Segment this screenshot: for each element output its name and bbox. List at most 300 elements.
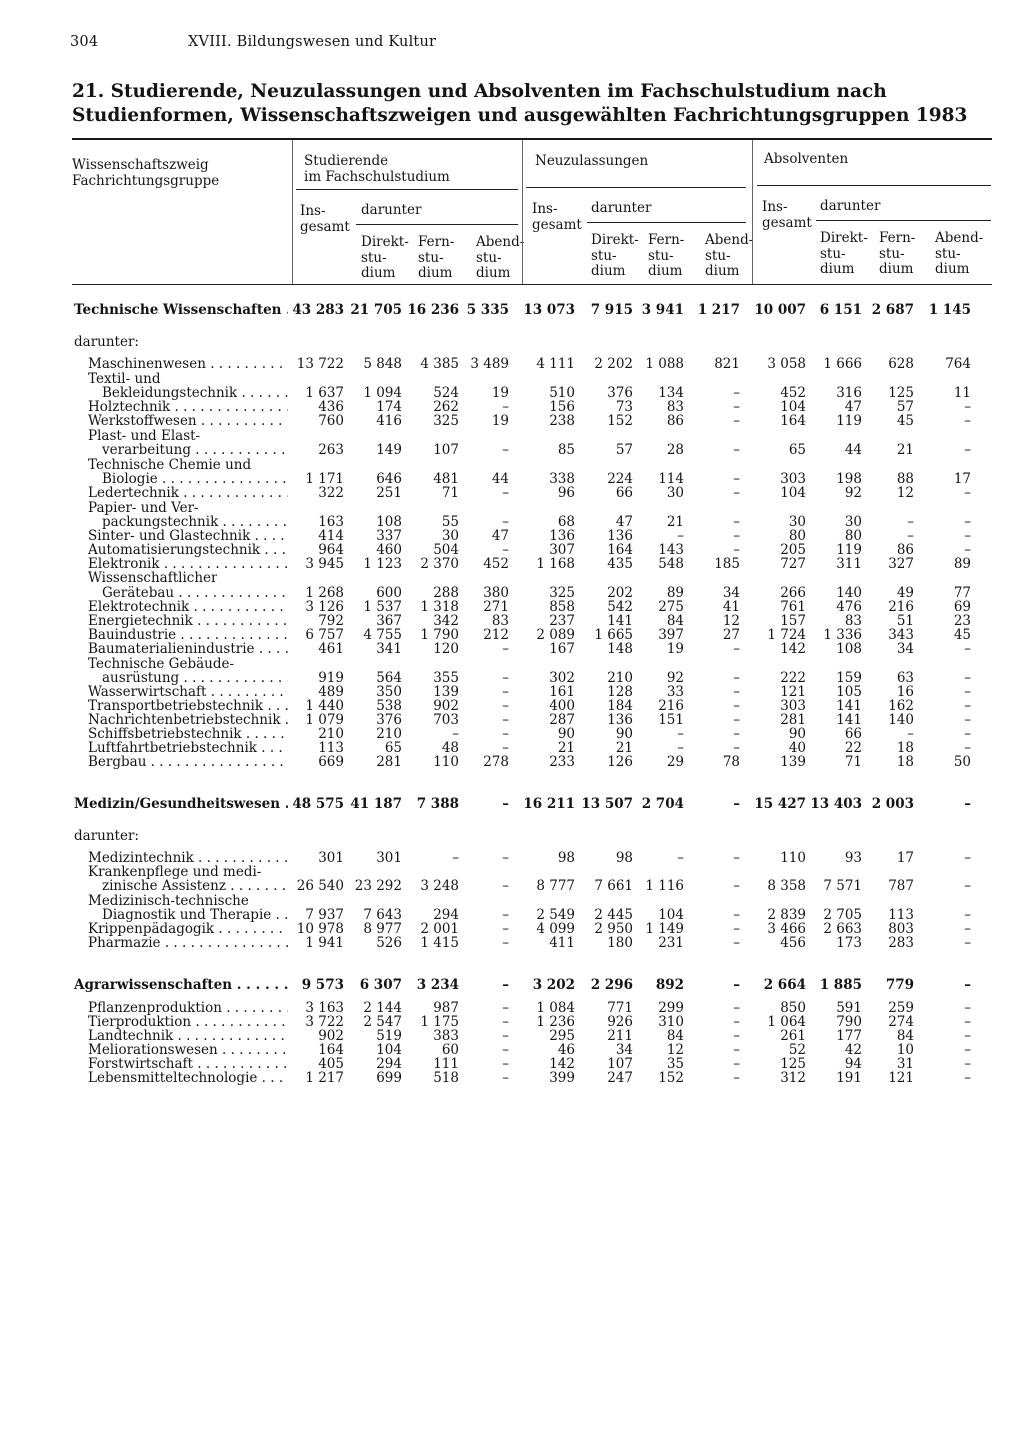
row-value: 2 950 xyxy=(594,921,633,937)
row-value: 4 099 xyxy=(536,921,575,937)
row-value: 7 937 xyxy=(305,907,344,923)
row-label: Pflanzenproduktion . . . xyxy=(88,1001,288,1015)
row-value: 140 xyxy=(888,712,914,728)
row-value: – xyxy=(452,726,459,742)
row-value: 142 xyxy=(549,1056,575,1072)
row-value: 121 xyxy=(780,684,806,700)
row-value: 136 xyxy=(607,528,633,544)
row-value: 92 xyxy=(844,485,862,501)
row-value: 40 xyxy=(788,740,806,756)
row-value: 34 xyxy=(722,585,740,601)
row-value: 51 xyxy=(896,613,914,629)
row-value: 489 xyxy=(318,684,344,700)
row-value: 31 xyxy=(896,1056,914,1072)
row-value: 21 705 xyxy=(350,302,402,318)
row-value: 30 xyxy=(666,485,684,501)
row-value: 49 xyxy=(896,585,914,601)
row-value: 84 xyxy=(666,1028,684,1044)
row-value: – xyxy=(964,726,971,742)
table-row xyxy=(0,472,1024,486)
row-value: 121 xyxy=(888,1070,914,1086)
row-value: 48 xyxy=(441,740,459,756)
row-value: 233 xyxy=(549,754,575,770)
table-row xyxy=(0,922,1024,936)
row-value: – xyxy=(502,921,509,937)
row-value: 164 xyxy=(318,1042,344,1058)
row-value: 902 xyxy=(318,1028,344,1044)
table-row xyxy=(0,600,1024,614)
header-abendstudium: Abend- stu- dium xyxy=(935,230,984,277)
row-value: 2 445 xyxy=(594,907,633,923)
row-value: – xyxy=(964,740,971,756)
row-value: 212 xyxy=(483,627,509,643)
row-value: 524 xyxy=(433,385,459,401)
row-value: – xyxy=(733,698,740,714)
row-value: 1 790 xyxy=(420,627,459,643)
row-value: – xyxy=(964,712,971,728)
table-row xyxy=(0,429,1024,443)
row-value: 1 217 xyxy=(697,302,740,318)
row-value: 8 358 xyxy=(767,878,806,894)
row-label: Medizin/Gesundheitswesen . . . xyxy=(74,797,288,811)
row-value: 1 094 xyxy=(363,385,402,401)
row-label: Bergbau . . . xyxy=(88,755,288,769)
row-value: – xyxy=(733,542,740,558)
row-value: – xyxy=(964,485,971,501)
row-value: 23 292 xyxy=(354,878,402,894)
row-value: 779 xyxy=(885,977,914,993)
row-value: 45 xyxy=(896,413,914,429)
header-direktstudium: Direkt- stu- dium xyxy=(591,232,639,279)
row-value: 1 079 xyxy=(305,712,344,728)
row-value: 231 xyxy=(658,935,684,951)
header-neuzulassungen: Neuzulassungen xyxy=(535,153,649,169)
row-value: 104 xyxy=(780,485,806,501)
row-value: 7 388 xyxy=(416,796,459,812)
row-value: 10 xyxy=(896,1042,914,1058)
table-row xyxy=(0,586,1024,600)
row-value: 174 xyxy=(376,399,402,415)
row-value: 400 xyxy=(549,698,575,714)
row-value: – xyxy=(502,684,509,700)
row-value: – xyxy=(733,641,740,657)
row-value: 119 xyxy=(836,413,862,429)
row-value: 283 xyxy=(888,935,914,951)
row-value: 287 xyxy=(549,712,575,728)
row-value: 261 xyxy=(780,1028,806,1044)
row-value: 47 xyxy=(844,399,862,415)
row-value: 85 xyxy=(557,442,575,458)
row-label: Medizintechnik . . . xyxy=(88,851,288,865)
row-value: 46 xyxy=(557,1042,575,1058)
row-value: 7 643 xyxy=(363,907,402,923)
row-value: 50 xyxy=(953,754,971,770)
row-value: 251 xyxy=(376,485,402,501)
row-value: – xyxy=(502,485,509,501)
row-value: – xyxy=(964,528,971,544)
row-value: 152 xyxy=(607,413,633,429)
row-value: 327 xyxy=(888,556,914,572)
header-direktstudium: Direkt- stu- dium xyxy=(820,230,868,277)
row-value: 303 xyxy=(780,471,806,487)
row-value: – xyxy=(964,399,971,415)
row-value: – xyxy=(502,935,509,951)
row-value: 1 084 xyxy=(536,1000,575,1016)
row-label: Landtechnik . . . xyxy=(88,1029,288,1043)
row-value: 104 xyxy=(658,907,684,923)
row-value: 518 xyxy=(433,1070,459,1086)
row-value: 271 xyxy=(483,599,509,615)
row-value: 259 xyxy=(888,1000,914,1016)
row-value: 128 xyxy=(607,684,633,700)
section-row xyxy=(0,797,1024,811)
row-value: 1 724 xyxy=(767,627,806,643)
row-value: 1 415 xyxy=(420,935,459,951)
row-value: 1 149 xyxy=(645,921,684,937)
row-value: 727 xyxy=(780,556,806,572)
row-value: 27 xyxy=(722,627,740,643)
row-value: 78 xyxy=(722,754,740,770)
row-value: 399 xyxy=(549,1070,575,1086)
row-value: 548 xyxy=(658,556,684,572)
header-bottom-rule xyxy=(72,284,992,285)
row-value: 148 xyxy=(607,641,633,657)
row-value: – xyxy=(502,712,509,728)
row-value: 104 xyxy=(376,1042,402,1058)
row-value: 30 xyxy=(788,514,806,530)
row-value: 93 xyxy=(844,850,862,866)
row-value: 2 003 xyxy=(871,796,914,812)
row-value: – xyxy=(964,542,971,558)
row-value: 113 xyxy=(888,907,914,923)
row-label: Papier- und Ver- xyxy=(88,501,199,515)
row-label: Lebensmitteltechnologie . . . xyxy=(88,1071,288,1085)
row-value: 152 xyxy=(658,1070,684,1086)
row-value: 367 xyxy=(376,613,402,629)
row-label: Wissenschaftlicher xyxy=(88,571,218,585)
row-label: Elektrotechnik . . . xyxy=(88,600,288,614)
row-value: 383 xyxy=(433,1028,459,1044)
row-value: 44 xyxy=(491,471,509,487)
row-value: 216 xyxy=(888,599,914,615)
row-value: 2 001 xyxy=(420,921,459,937)
row-value: – xyxy=(733,878,740,894)
row-value: 325 xyxy=(433,413,459,429)
header-darunter: darunter xyxy=(591,200,652,216)
row-value: 63 xyxy=(896,670,914,686)
row-value: 13 507 xyxy=(581,796,633,812)
table-row xyxy=(0,400,1024,414)
row-value: 341 xyxy=(376,641,402,657)
row-value: 1 440 xyxy=(305,698,344,714)
row-label: Elektronik . . . xyxy=(88,557,288,571)
row-value: 247 xyxy=(607,1070,633,1086)
row-value: 476 xyxy=(836,599,862,615)
table-row xyxy=(0,741,1024,755)
row-value: 65 xyxy=(788,442,806,458)
row-value: 19 xyxy=(491,413,509,429)
row-value: 69 xyxy=(953,599,971,615)
table-row xyxy=(0,1001,1024,1015)
row-label: Plast- und Elast- xyxy=(88,429,201,443)
row-value: – xyxy=(502,514,509,530)
row-value: – xyxy=(502,907,509,923)
row-label: Sinter- und Glastechnik . . . xyxy=(88,529,288,543)
chapter-title: XVIII. Bildungswesen und Kultur xyxy=(188,34,437,50)
row-value: 108 xyxy=(376,514,402,530)
table-row xyxy=(0,443,1024,457)
row-value: 350 xyxy=(376,684,402,700)
row-value: 2 704 xyxy=(641,796,684,812)
row-value: 90 xyxy=(615,726,633,742)
row-value: 850 xyxy=(780,1000,806,1016)
row-value: 301 xyxy=(376,850,402,866)
row-value: 34 xyxy=(896,641,914,657)
table-row xyxy=(0,1071,1024,1085)
row-value: 8 977 xyxy=(363,921,402,937)
header-direktstudium: Direkt- stu- dium xyxy=(361,234,409,281)
row-value: 104 xyxy=(780,399,806,415)
row-value: 185 xyxy=(714,556,740,572)
row-value: 3 248 xyxy=(420,878,459,894)
header-rule xyxy=(526,187,746,188)
row-value: 10 007 xyxy=(754,302,806,318)
header-abendstudium: Abend- stu- dium xyxy=(705,232,754,279)
row-value: – xyxy=(733,385,740,401)
row-value: 34 xyxy=(615,1042,633,1058)
row-value: 2 664 xyxy=(763,977,806,993)
row-value: 703 xyxy=(433,712,459,728)
row-value: – xyxy=(964,1014,971,1030)
row-value: 47 xyxy=(615,514,633,530)
row-value: 30 xyxy=(441,528,459,544)
row-value: 1 637 xyxy=(305,385,344,401)
row-value: 4 755 xyxy=(363,627,402,643)
header-insgesamt: Ins- gesamt xyxy=(762,199,812,231)
row-value: 136 xyxy=(549,528,575,544)
row-value: 1 171 xyxy=(305,471,344,487)
row-value: – xyxy=(502,796,509,812)
row-value: 83 xyxy=(491,613,509,629)
row-value: 43 283 xyxy=(292,302,344,318)
row-value: 1 665 xyxy=(594,627,633,643)
row-value: 88 xyxy=(896,471,914,487)
row-value: 316 xyxy=(836,385,862,401)
row-value: – xyxy=(733,740,740,756)
row-value: – xyxy=(733,1028,740,1044)
row-value: 397 xyxy=(658,627,684,643)
table-title: 21. Studierende, Neuzulassungen und Absolventen im Fachschulstudium nach Studienformen, Wissenschaftszweigen und ausgewählten Fachrichtungsgruppen 1983 xyxy=(72,81,968,126)
row-value: 21 xyxy=(615,740,633,756)
row-value: 771 xyxy=(607,1000,633,1016)
row-value: 12 xyxy=(666,1042,684,1058)
row-value: 21 xyxy=(557,740,575,756)
row-label: Ledertechnik . . . xyxy=(88,486,288,500)
table-row xyxy=(0,543,1024,557)
row-value: 89 xyxy=(666,585,684,601)
row-value: – xyxy=(964,670,971,686)
row-value: – xyxy=(502,726,509,742)
row-value: 141 xyxy=(607,613,633,629)
row-value: 416 xyxy=(376,413,402,429)
table-row xyxy=(0,557,1024,571)
row-value: 11 xyxy=(953,385,971,401)
row-value: 184 xyxy=(607,698,633,714)
row-value: 26 540 xyxy=(296,878,344,894)
row-value: 435 xyxy=(607,556,633,572)
row-value: 237 xyxy=(549,613,575,629)
row-value: – xyxy=(733,399,740,415)
row-value: 6 307 xyxy=(359,977,402,993)
table-row xyxy=(0,372,1024,386)
row-value: 1 064 xyxy=(767,1014,806,1030)
row-value: 987 xyxy=(433,1000,459,1016)
row-value: 858 xyxy=(549,599,575,615)
row-value: – xyxy=(964,698,971,714)
table-row xyxy=(0,755,1024,769)
row-value: – xyxy=(452,850,459,866)
row-value: 342 xyxy=(433,613,459,629)
row-value: – xyxy=(964,442,971,458)
page-number: 304 xyxy=(70,34,99,50)
header-insgesamt: Ins- gesamt xyxy=(532,201,582,233)
row-value: 3 466 xyxy=(767,921,806,937)
row-value: – xyxy=(733,413,740,429)
row-value: 119 xyxy=(836,542,862,558)
table-row xyxy=(0,865,1024,879)
row-label: Meliorationswesen . . . xyxy=(88,1043,288,1057)
row-value: 380 xyxy=(483,585,509,601)
row-value: 564 xyxy=(376,670,402,686)
row-value: – xyxy=(502,399,509,415)
row-value: 892 xyxy=(655,977,684,993)
row-label: Pharmazie . . . xyxy=(88,936,288,950)
row-value: 42 xyxy=(844,1042,862,1058)
row-value: 105 xyxy=(836,684,862,700)
row-value: 22 xyxy=(844,740,862,756)
row-value: 699 xyxy=(376,1070,402,1086)
row-value: – xyxy=(502,698,509,714)
row-value: 21 xyxy=(666,514,684,530)
row-value: 12 xyxy=(722,613,740,629)
row-value: 92 xyxy=(666,670,684,686)
row-value: 452 xyxy=(483,556,509,572)
row-value: 140 xyxy=(836,585,862,601)
row-value: 125 xyxy=(888,385,914,401)
row-value: – xyxy=(964,1070,971,1086)
row-value: – xyxy=(733,485,740,501)
row-value: 13 403 xyxy=(810,796,862,812)
row-value: 98 xyxy=(615,850,633,866)
row-value: 3 202 xyxy=(532,977,575,993)
row-value: – xyxy=(502,1056,509,1072)
row-value: – xyxy=(964,684,971,700)
row-value: 821 xyxy=(714,356,740,372)
row-value: 1 175 xyxy=(420,1014,459,1030)
row-value: 376 xyxy=(376,712,402,728)
row-value: 224 xyxy=(607,471,633,487)
row-value: 481 xyxy=(433,471,459,487)
row-value: – xyxy=(964,796,971,812)
row-value: 41 xyxy=(722,599,740,615)
row-value: 338 xyxy=(549,471,575,487)
header-rule xyxy=(587,222,746,223)
top-rule xyxy=(72,138,992,140)
row-value: 761 xyxy=(780,599,806,615)
header-divider xyxy=(752,140,753,285)
row-value: 7 571 xyxy=(823,878,862,894)
row-value: 902 xyxy=(433,698,459,714)
row-value: 89 xyxy=(953,556,971,572)
row-value: 1 236 xyxy=(536,1014,575,1030)
table-row xyxy=(0,894,1024,908)
row-value: 3 126 xyxy=(305,599,344,615)
row-value: – xyxy=(677,740,684,756)
row-value: 456 xyxy=(780,935,806,951)
row-value: 141 xyxy=(836,712,862,728)
row-value: – xyxy=(964,850,971,866)
row-value: 238 xyxy=(549,413,575,429)
row-value: 1 336 xyxy=(823,627,862,643)
row-value: – xyxy=(502,1014,509,1030)
row-label: ausrüstung . . . xyxy=(102,671,288,685)
row-value: 16 211 xyxy=(523,796,575,812)
row-value: 2 705 xyxy=(823,907,862,923)
row-value: – xyxy=(502,850,509,866)
row-label: Forstwirtschaft . . . xyxy=(88,1057,288,1071)
row-value: – xyxy=(502,878,509,894)
row-value: – xyxy=(733,1056,740,1072)
row-value: 669 xyxy=(318,754,344,770)
row-value: 538 xyxy=(376,698,402,714)
row-value: 173 xyxy=(836,935,862,951)
row-label: Wasserwirtschaft . . . xyxy=(88,685,288,699)
row-value: 47 xyxy=(491,528,509,544)
row-value: 30 xyxy=(844,514,862,530)
row-value: 2 144 xyxy=(363,1000,402,1016)
row-value: – xyxy=(733,1070,740,1086)
row-value: 84 xyxy=(666,613,684,629)
row-value: 191 xyxy=(836,1070,862,1086)
row-value: – xyxy=(733,471,740,487)
row-value: 3 945 xyxy=(305,556,344,572)
row-value: – xyxy=(677,726,684,742)
row-value: – xyxy=(907,528,914,544)
table-row xyxy=(0,727,1024,741)
row-label: Luftfahrtbetriebstechnik . . . xyxy=(88,741,288,755)
row-value: – xyxy=(964,921,971,937)
row-value: 4 385 xyxy=(420,356,459,372)
row-value: 964 xyxy=(318,542,344,558)
row-value: 86 xyxy=(896,542,914,558)
row-value: 262 xyxy=(433,399,459,415)
row-value: 163 xyxy=(318,514,344,530)
row-label: packungstechnik . . . xyxy=(102,515,288,529)
row-value: – xyxy=(733,977,740,993)
row-label: Energietechnik . . . xyxy=(88,614,288,628)
table-row xyxy=(0,879,1024,893)
row-label: Technische Wissenschaften . . . xyxy=(74,303,288,317)
row-value: 107 xyxy=(433,442,459,458)
row-label: Tierproduktion . . . xyxy=(88,1015,288,1029)
row-value: 98 xyxy=(557,850,575,866)
row-value: 310 xyxy=(658,1014,684,1030)
row-value: 16 xyxy=(896,684,914,700)
row-value: 125 xyxy=(780,1056,806,1072)
table-row xyxy=(0,614,1024,628)
row-value: 343 xyxy=(888,627,914,643)
row-value: 19 xyxy=(491,385,509,401)
